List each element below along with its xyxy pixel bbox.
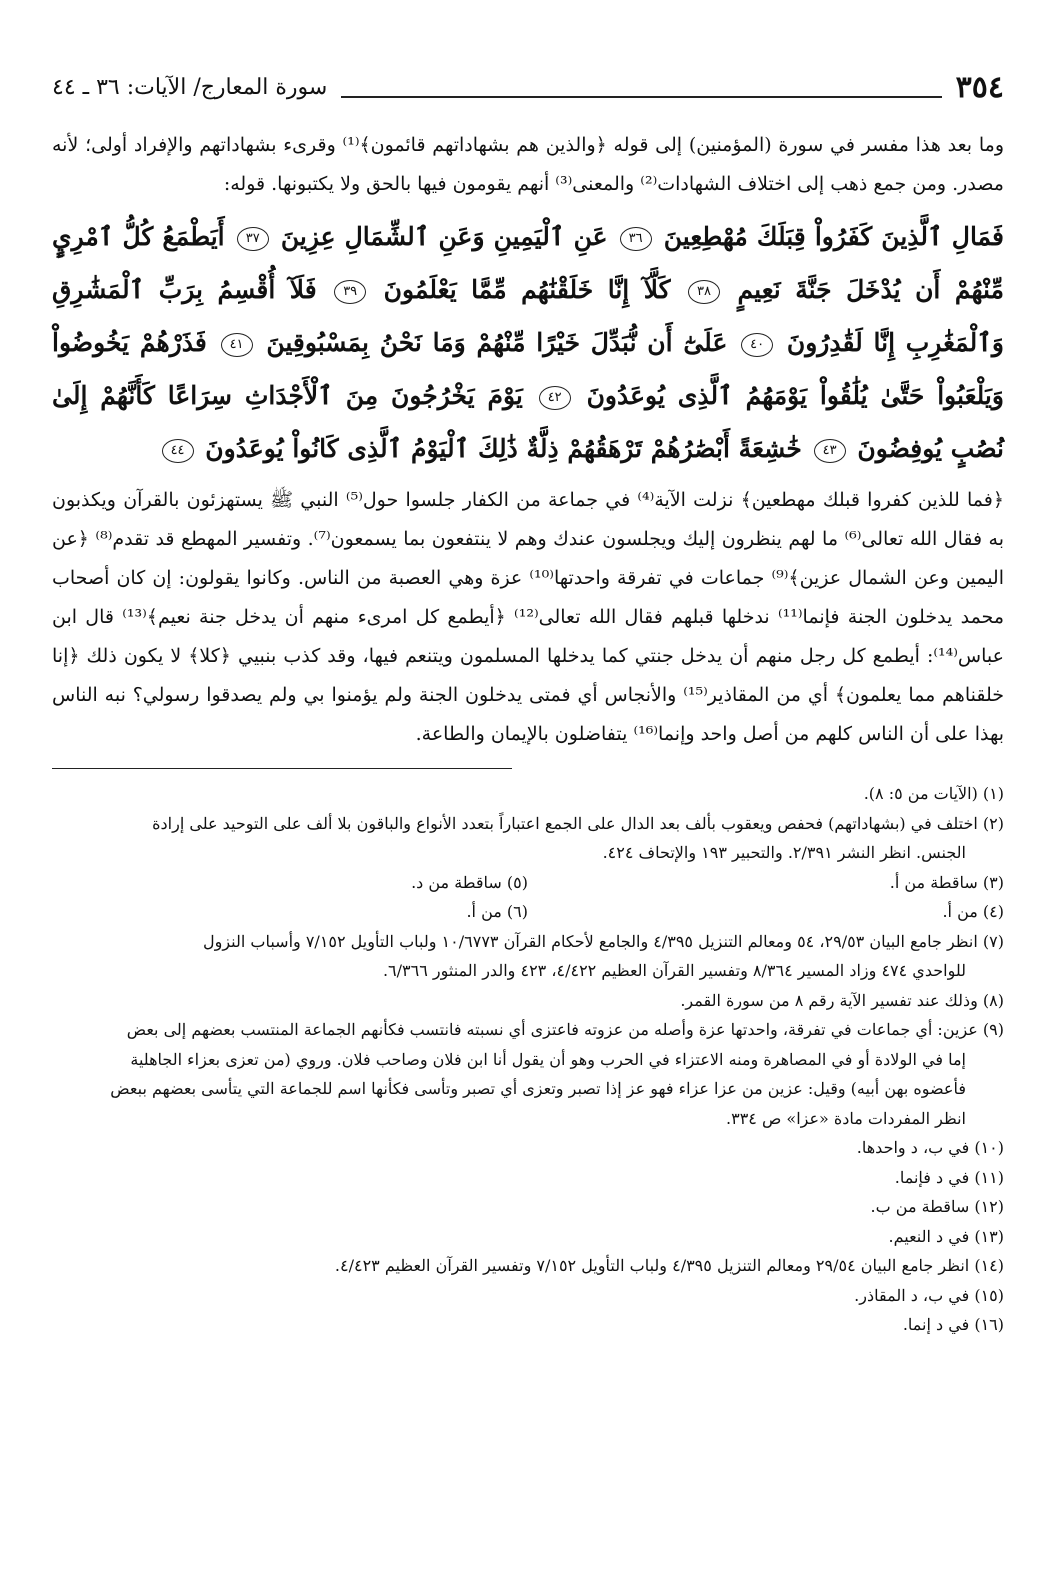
page-number: ٣٥٤ [955,69,1004,105]
footnote: (١١) في د فإنما. [894,1167,1004,1187]
footnote: (٩) عزين: أي جماعات في تفرقة، واحدتها عزة وأصله من عزوته فاعتزى أي نسبته فانتسب فكأنهم الجماعة المنتسب بعضهم إلى بعض [126,1020,1004,1039]
quran-verses [52,210,1004,475]
ayah-number-marker: ٤٢ [539,386,571,410]
running-title: سورة المعارج/ الآيات: ٣٦ ـ ٤٤ [52,74,328,100]
footnote: (٨) وذلك عند تفسير الآية رقم ٨ من سورة القمر. [680,990,1004,1010]
footnote-continuation: إما في الولادة أو في المصاهرة ومنه الاعتزاء في الحرب وهو أن يقول أنا ابن فلان وصاحب فلان. وروي (من تعزى بعزاء الجاهلية [130,1049,966,1069]
verse-text: فَلَآ أُقْسِمُ بِرَبِّ ٱلْمَشَٰرِقِ وَٱلْمَغَٰرِبِ إِنَّا لَقَٰدِرُونَ [52,275,1004,357]
ayah-number-marker: ٣٧ [237,227,269,251]
commentary-paragraph: ﴿فما للذين كفروا قبلك مهطعين﴾ نزلت الآية⁽⁴⁾ في جماعة من الكفار جلسوا حول⁽⁵⁾ النبي ﷺ يستهزئون بالقرآن ويكذبون به فقال الله تعالى⁽⁶⁾ ما لهم ينظرون إليك ويجلسون عندك وهم لا ينتفعون بما يسمعون⁽⁷⁾. وتفسير المهطع قد تقدم⁽⁸⁾ ﴿عن اليمين وعن الشمال عزين﴾⁽⁹⁾ جماعات في تفرقة واحدتها⁽¹⁰⁾ عزة وهي العصبة من الناس. وكانوا يقولون: إن كان أصحاب محمد يدخلون الجنة فإنما⁽¹¹⁾ ندخلها قبلهم فقال الله تعالى⁽¹²⁾ ﴿أيطمع كل امرىء منهم أن يدخل جنة نعيم﴾⁽¹³⁾ قال ابن عباس⁽¹⁴⁾: أيطمع كل رجل منهم أن يدخل جنتي كما يدخلها المسلمون ويتنعم فيها، وقد كذب بنبيي ﴿كلا﴾ لا يكون ذلك ﴿إنا خلقناهم مما يعلمون﴾ أي من المقاذير⁽¹⁵⁾ والأنجاس أي فمتى يدخلون الجنة ولم يؤمنوا بي ولم يصدقوا رسولي؟ نبه الناس بهذا على أن الناس كلهم من أصل واحد وإنما⁽¹⁶⁾ يتفاضلون بالإيمان والطاعة. [52,489,1005,745]
page-content [52,126,1004,1340]
footnote: (١٤) انظر جامع البيان ٢٩/٥٤ ومعالم التنزيل ٤/٣٩٥ ولباب التأويل ٧/١٥٢ وتفسير القرآن العظيم ٤/٤٢٣. [334,1256,1004,1275]
ayah-number-marker: ٣٦ [620,227,652,251]
footnote: (٤) من أ. [942,902,1004,921]
verse-text: كَلَّآ إِنَّا خَلَقْنَٰهُم مِّمَّا يَعْلَمُونَ [383,275,671,304]
ayah-number-marker: ٤٣ [814,439,846,463]
footnotes [52,779,1004,1340]
ayah-number-marker: ٣٨ [688,280,720,304]
footnote: (٢) اختلف في (بشهاداتهم) فحفص ويعقوب بألف بعد الدال على الجمع اعتباراً بتعدد الأنواع والباقون بلا ألف على التوحيد على إرادة [152,813,1004,833]
verse-text: عَنِ ٱلْيَمِينِ وَعَنِ ٱلشِّمَالِ عِزِينَ [280,222,608,251]
verse-text: يَوْمَ يَخْرُجُونَ مِنَ ٱلْأَجْدَاثِ سِرَاعًا كَأَنَّهُمْ إِلَىٰ نُصُبٍ يُوفِضُونَ [52,381,1004,463]
footnote: (٦) من أ. [466,902,528,921]
footnote: (١) (الآيات من ٥: ٨). [863,784,1004,803]
header-rule [341,96,941,98]
footnote-pair [52,897,1004,927]
footnote: (١٣) في د النعيم. [888,1226,1004,1246]
footnote: (١٠) في ب، د واحدها. [856,1138,1004,1157]
footnote-pair [52,868,1004,898]
footnote-continuation: للواحدي ٤٧٤ وزاد المسير ٨/٣٦٤ وتفسير القرآن العظيم ٤/٤٢٢، ٤٢٣ والدر المنثور ٦/٣٦٦. [382,961,966,980]
footnote: (٧) انظر جامع البيان ٢٩/٥٣، ٥٤ ومعالم التنزيل ٤/٣٩٥ والجامع لأحكام القرآن ١٠/٦٧٧٣ ولباب التأويل ٧/١٥٢ وأسباب النزول [202,931,1004,951]
page-header [52,64,1004,110]
ayah-number-marker: ٣٩ [334,280,366,304]
verse-text: أَيَطْمَعُ كُلُّ ٱمْرِيٍٕ مِّنْهُمْ أَن يُدْخَلَ جَنَّةَ نَعِيمٍ [52,222,1004,304]
verse-text: فَذَرْهُمْ يَخُوضُواْ وَيَلْعَبُواْ حَتَّىٰ يُلَٰقُواْ يَوْمَهُمُ ٱلَّذِى يُوعَدُونَ [52,328,1004,410]
footnote-separator [52,768,512,769]
verse-text: عَلَىٰٓ أَن نُّبَدِّلَ خَيْرًا مِّنْهُمْ وَمَا نَحْنُ بِمَسْبُوقِينَ [266,328,728,357]
footnote: (٥) ساقطة من د. [411,872,528,892]
ayah-number-marker: ٤٤ [162,439,194,463]
intro-paragraph: وما بعد هذا مفسر في سورة (المؤمنين) إلى قوله ﴿والذين هم بشهاداتهم قائمون﴾⁽¹⁾ وقرىء بشهاداتهم والإفراد أولى؛ لأنه مصدر. ومن جمع ذهب إلى اختلاف الشهادات⁽²⁾ والمعنى⁽³⁾ أنهم يقومون فيها بالحق ولا يكتبونها. قوله: [52,134,1004,195]
footnote-continuation: فأعضوه بهن أبيه) وقيل: عزين من عزا عزاء فهو عز إذا تصبر وتعزى أي تصبر وتأسى فكأنها اسم للجماعة التي يتأسى بعضهم ببعض [110,1079,966,1098]
footnote: (٣) ساقطة من أ. [889,872,1004,892]
footnote-continuation: الجنس. انظر النشر ٢/٣٩١. والتحبير ١٩٣ والإتحاف ٤٢٤. [602,843,966,862]
footnote: (١٢) ساقطة من ب. [870,1197,1004,1216]
footnote: (١٥) في ب، د المقاذر. [854,1285,1004,1305]
ayah-number-marker: ٤١ [221,333,253,357]
verse-text: فَمَالِ ٱلَّذِينَ كَفَرُواْ قِبَلَكَ مُهْطِعِينَ [663,222,1004,251]
ayah-number-marker: ٤٠ [741,333,773,357]
verse-text: خَٰشِعَةً أَبْصَٰرُهُمْ تَرْهَقُهُمْ ذِلَّةٌ ذَٰلِكَ ٱلْيَوْمُ ٱلَّذِى كَانُواْ يُوعَدُونَ [205,434,802,463]
footnote-continuation: انظر المفردات مادة «عزا» ص ٣٣٤. [726,1108,966,1128]
footnote: (١٦) في د إنما. [902,1315,1004,1334]
